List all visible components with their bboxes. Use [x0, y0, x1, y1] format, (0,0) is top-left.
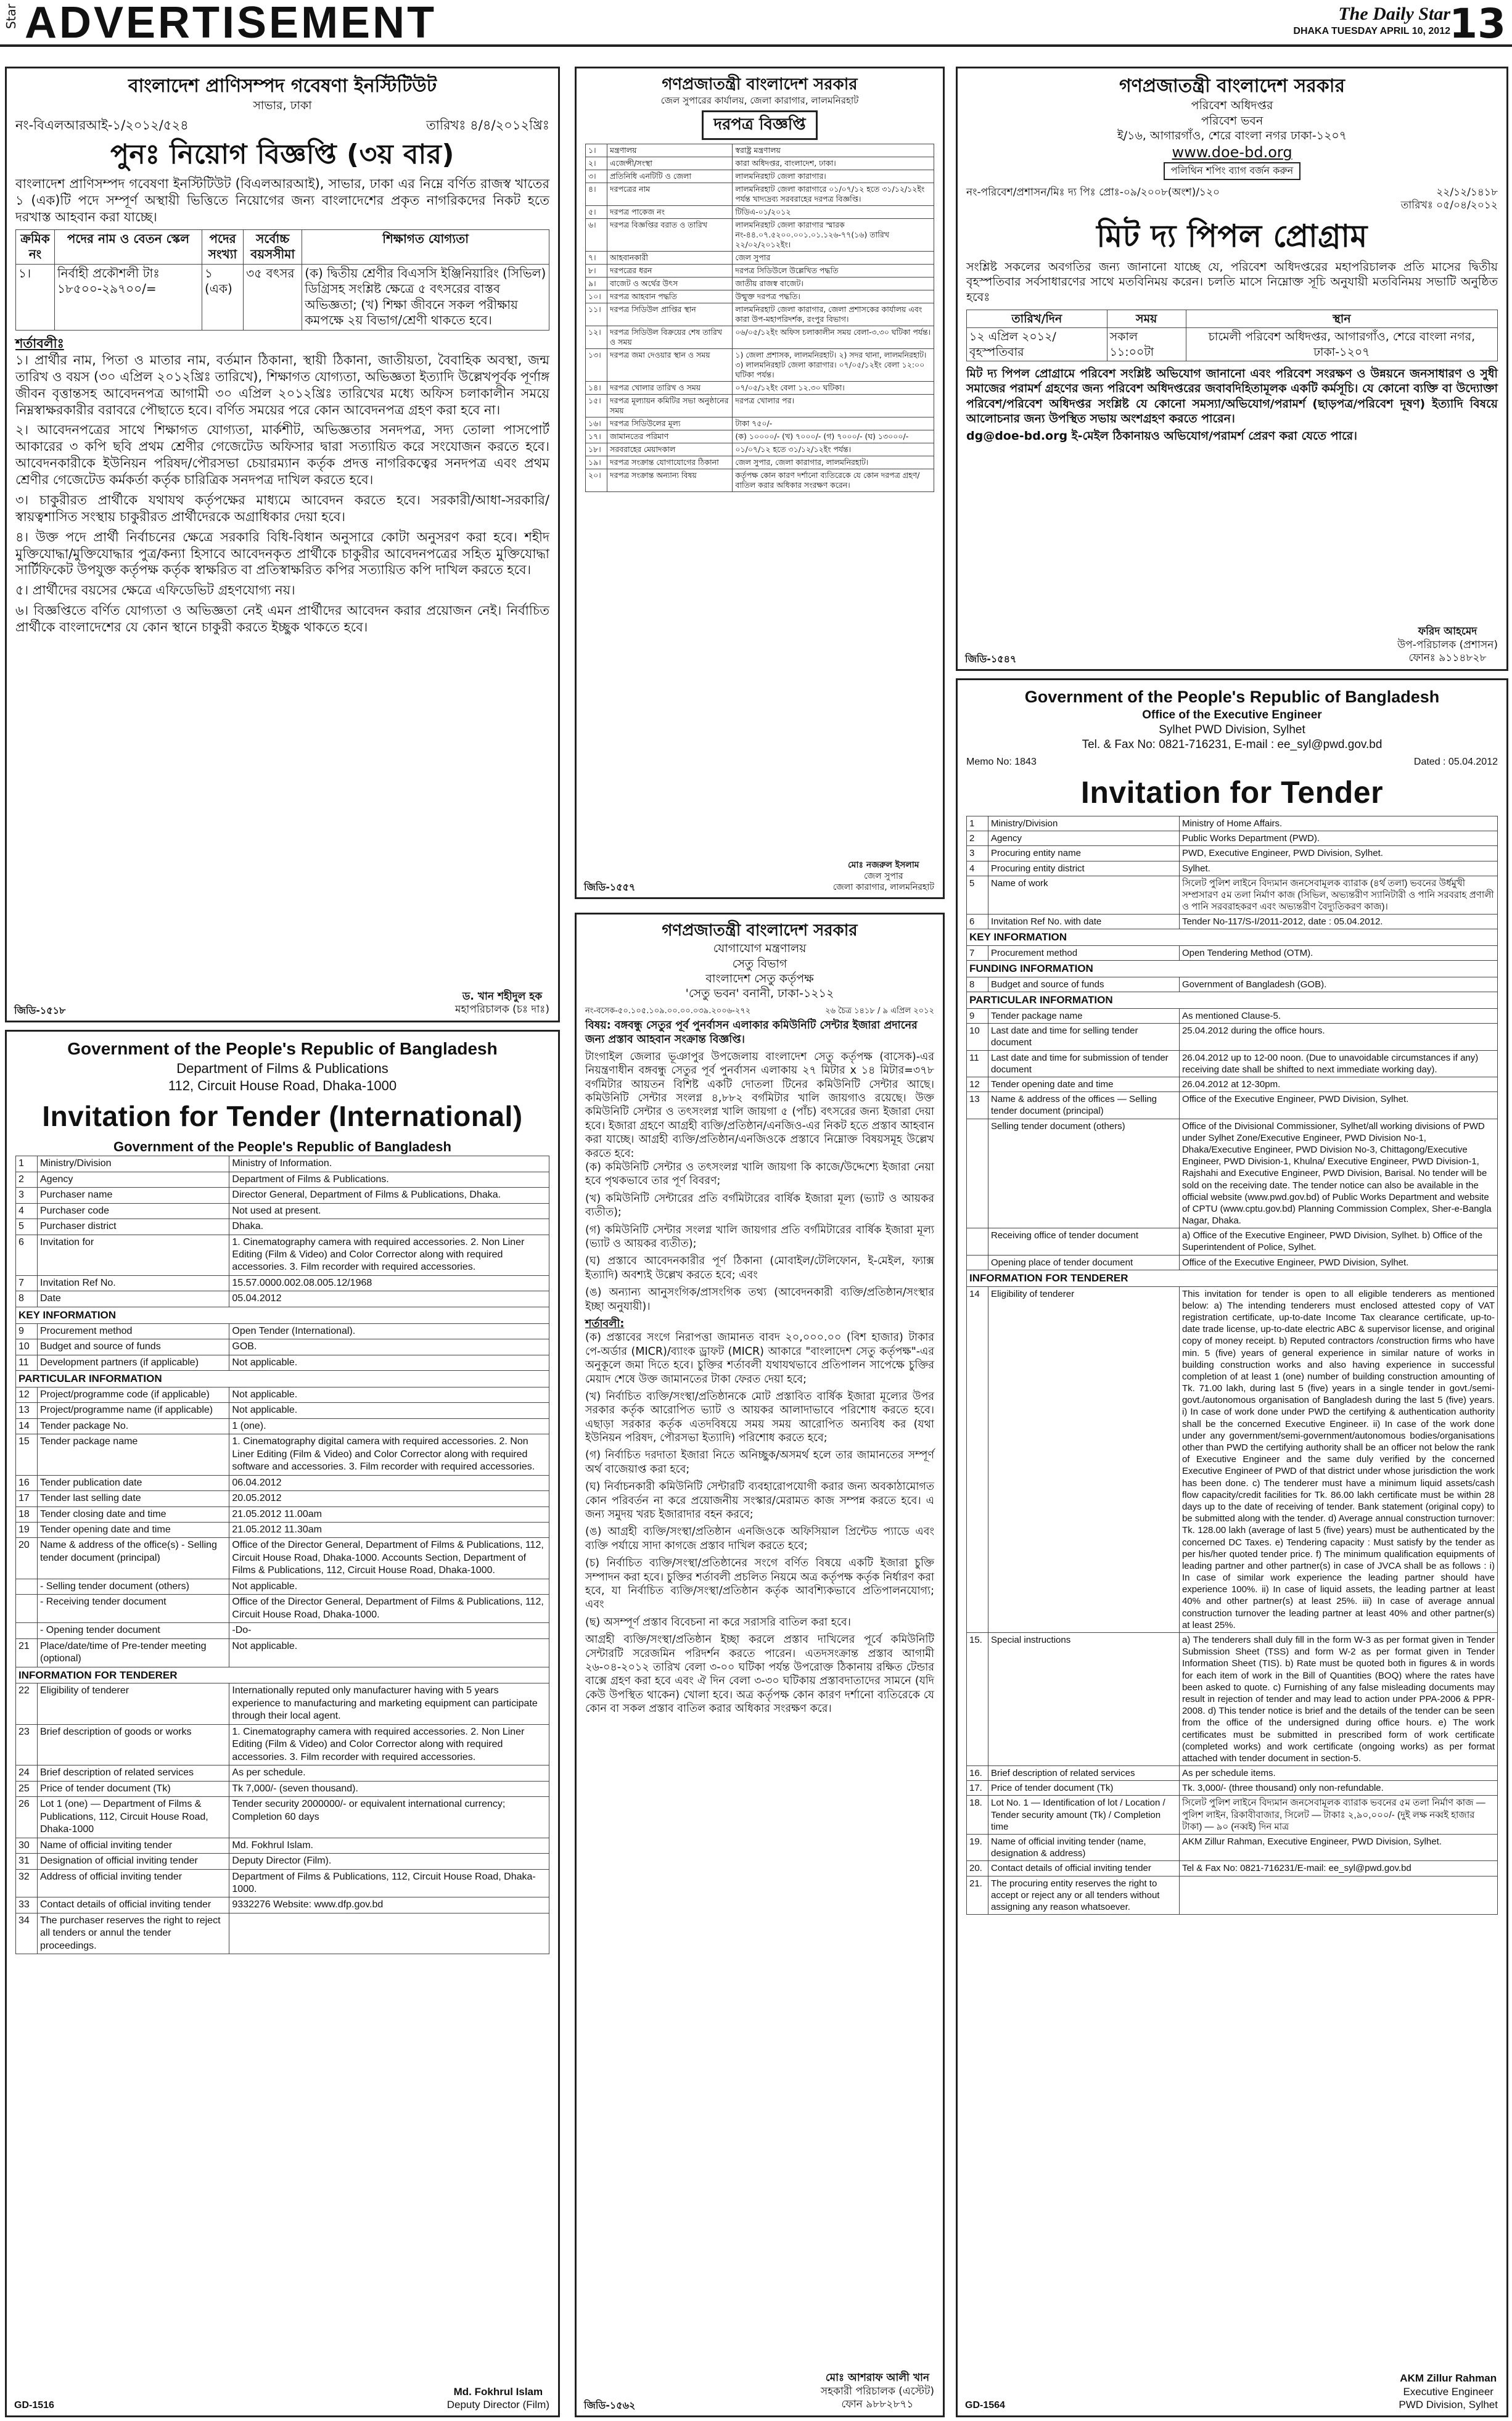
- newspaper-name: The Daily Star: [1338, 4, 1450, 24]
- table-row: ৯। বাজেট ও অর্থের উৎস জাতীয় রাজস্ব বাজেট।: [586, 277, 934, 290]
- list-item: (ঙ) অন্যান্য আনুসংগিক/প্রাসংগিক তথ্য (আবেদনকারী ব্যক্তি/প্রতিষ্ঠান/সংস্থার ইচ্ছা অনুযায়ী)।: [585, 1286, 934, 1313]
- doe-website[interactable]: www.doe-bd.org: [1172, 144, 1292, 162]
- bridge-authority: বাংলাদেশ সেতু কর্তৃপক্ষ: [705, 971, 814, 985]
- list-item: (ঙ) আগ্রহী ব্যক্তি/সংস্থা/প্রতিষ্ঠান এনজিওকে অফিসিয়াল প্রিন্টেড প্যাডে এবং ব্যক্তি পর্যায়ে সাদা কাগজে প্রস্তাব দাখিল করতে হবে;: [585, 1526, 934, 1552]
- blri-col-post: পদের নাম ও বেতন স্কেল: [54, 229, 202, 264]
- pwd-ref: GD-1564: [965, 2399, 1005, 2411]
- table-row: Receiving office of tender document a) Office of the Executive Engineer, PWD Division, Sylhet. b) Office of the Superintendent of Police, Sylhet.: [967, 1228, 1498, 1255]
- doe-email-note: dg@doe-bd.org ই-মেইল ঠিকানায়ও অভিযোগ/পরামর্শ প্রেরণ করা যেতে পারে।: [966, 429, 1357, 443]
- table-row: 1 Ministry/Division Ministry of Information.: [16, 1156, 549, 1172]
- bridge-signature: মোঃ আশরাফ আলী খান সহকারী পরিচালক (এস্টেট) ফোন ৯৮৮২৮৭১: [820, 2371, 934, 2411]
- list-item: (ক) প্রস্তাবের সংগে নিরাপত্তা জামানত বাবদ ২০,০০০.০০ (বিশ হাজার) টাকার পে-অর্ডার (MICR)/ব্যাংক ড্রাফট (MICR) আকারে "বাংলাদেশ সেতু কর্তৃপক্ষ"-এর অনুকূলে জমা দিতে হবে। চুক্তির শর্তাবলী যথাযথভাবে প্রতিপালন সাপেক্ষে চুক্তির মেয়াদ শেষে উক্ত জামানতের টাকা ফেরত দেয়া হবে;: [585, 1331, 934, 1386]
- list-item: (ঘ) প্রস্তাবে আবেদনকারীর পূর্ণ ঠিকানা (মোবাইল/টেলিফোন, ই-মেইল, ফ্যাক্স ইত্যাদি) অবশ্যই উল্লেখ করতে হবে; এবং: [585, 1255, 934, 1281]
- bridge-conditions-title: শর্তাবলী:: [585, 1317, 625, 1330]
- table-row: 13 Project/programme name (if applicable) Not applicable.: [16, 1403, 549, 1418]
- dfp-dept: Department of Films & Publications: [176, 1060, 388, 1076]
- blri-col-count: পদের সংখ্যা: [202, 229, 243, 264]
- blri-col-age: সর্বোচ্চ বয়সসীমা: [244, 229, 302, 264]
- pwd-contact: Tel. & Fax No: 0821-716231, E-mail : ee_syl@pwd.gov.bd: [1082, 738, 1383, 752]
- pwd-signature: AKM Zillur Rahman Executive Engineer PWD Division, Sylhet: [1399, 2372, 1498, 2411]
- table-row: 8 Date 05.04.2012: [16, 1291, 549, 1307]
- table-row: 26 Lot 1 (one) — Department of Films & Publications, 112, Circuit House Road, Dhaka-1000 Tender security 2000000/- or equivalent international currency; Completion 60 days: [16, 1797, 549, 1838]
- table-row: 13 Name & address of the offices — Selling tender document (principal) Office of the Executive Engineer, PWD Division, Sylhet.: [967, 1092, 1498, 1119]
- pwd-gov: Government of the People's Republic of Bangladesh: [1024, 688, 1440, 706]
- ad-jail-tender: [575, 67, 945, 899]
- dfp-signature: Md. Fokhrul Islam Deputy Director (Film): [446, 2385, 549, 2411]
- table-row: ১৩। দরপত্র জমা দেওয়ার স্থান ও সময় ১) জেলা প্রশাসক, লালমনিরহাট। ২) সদর থানা, লালমনিরহাট। ৩) লালমনিরহাট জেলা কারাগার। ০৭/০৫/১২ইং বেলা ১২:০০ ঘটিকা পর্যন্ত।: [586, 348, 934, 381]
- side-label: Star: [4, 4, 18, 30]
- bridge-conditions: [585, 1331, 934, 1629]
- table-row: - Receiving tender document Office of the Director General, Department of Films & Publications, 112, Circuit House Road, Dhaka-1000.: [16, 1595, 549, 1623]
- bridge-items: [585, 1161, 934, 1313]
- list-item: ৪। উক্ত পদে প্রার্থী নির্বাচনের ক্ষেত্রে সরকারি বিধি-বিধান অনুসারে কোটা অনুসরণ করা হবে। শহীদ মুক্তিযোদ্ধা/মুক্তিযোদ্ধার পুত্র/কন্যা হিসাবে আবেদনকৃত প্রার্থীকে চাকুরীর আবেদনপত্রের সহিত মুক্তিযোদ্ধা সার্টিফিকেট উপযুক্ত কর্তৃপক্ষ কর্তৃক স্বাক্ষরিত বা প্রতিস্বাক্ষরিত কপির সত্যায়িত কপি দাখিল করতে হবে।: [15, 529, 549, 578]
- blri-post-table: [15, 229, 549, 331]
- bridge-division: সেতু বিভাগ: [732, 956, 787, 971]
- table-row: 4 Purchaser code Not used at present.: [16, 1203, 549, 1219]
- table-row: ২০। দরপত্র সংক্রান্ত অন্যান্য বিষয় কর্তৃপক্ষ কোন কারণ দর্শানো ব্যতিরেকে যে কোন দরপত্র গ্রহণ/বাতিল করার অধিকার সংরক্ষণ করেন।: [586, 469, 934, 491]
- table-row: 24 Brief description of related services As per schedule.: [16, 1765, 549, 1781]
- table-row: 25 Price of tender document (Tk) Tk 7,000/- (seven thousand).: [16, 1781, 549, 1796]
- ad-bridge-community-center: [575, 913, 945, 2417]
- table-row: ৬। দরপত্র বিজ্ঞপ্তির বরাত ও তারিখ লালমনিরহাট জেলা কারাগার স্মারক নং-৪৪.০৭.৫২০০.০০১.০১.১২৬-৭৭(১৬) তারিখ ২২/০২/২০১২ইং।: [586, 218, 934, 251]
- bridge-subject: বিষয়: বঙ্গবন্ধু সেতুর পূর্ব পুনর্বাসন এলাকার কমিউনিটি সেন্টার ইজারা প্রদানের জন্য প্রস্তাব আহবান সংক্রান্ত বিজ্ঞপ্তি।: [585, 1019, 918, 1046]
- list-item: (ঘ) নির্বাচনকারী কমিউনিটি সেন্টারটি ব্যবহারোপযোগী করার জন্য অবকাঠামোগত কোন পরিবর্তন না করে প্রয়োজনীয় সংস্কার/মেরামত কাজ সম্পন্ন করতে হবে। এ জন্য সমুদয় খরচ ইজারাদার বহন করবে;: [585, 1481, 934, 1521]
- table-row: 4 Procuring entity district Sylhet.: [967, 861, 1498, 876]
- blri-ref: জিডি-১৫১৮: [14, 1004, 66, 1016]
- jail-title: দরপত্র বিজ্ঞপ্তি: [702, 110, 817, 139]
- table-row: 15 Tender package name 1. Cinematography digital camera with required accessories. 2. Non Liner Editing (Film & Video) and Color Corrector along with required software and accessories. 3. Film recorder with required accessories.: [16, 1434, 549, 1475]
- table-row: 6 Invitation Ref No. with date Tender No-117/S-I/2011-2012, date : 05.04.2012.: [967, 915, 1498, 929]
- table-row: 11 Last date and time for submission of tender document 26.04.2012 up to 12-00 noon. (Due to unavoidable circumstances if any) receiving date shall be shifted to next immediate working day).: [967, 1050, 1498, 1077]
- table-row: 1 Ministry/Division Ministry of Home Affairs.: [967, 816, 1498, 831]
- table-row: 17 Tender last selling date 20.05.2012: [16, 1491, 549, 1506]
- bridge-gov: গণপ্রজাতন্ত্রী বাংলাদেশ সরকার: [662, 921, 858, 940]
- bridge-body: টাংগাইল জেলার ভূঞাপুর উপজেলায় বাংলাদেশ সেতু কর্তৃপক্ষ (বাসেক)-এর নিয়ন্ত্রণাধীন বঙ্গবন্ধু সেতুর পূর্ব পুনর্বাসন এলাকায় ২৭ মিটার x ১৪ মিটার=৩৭৮ বর্গমিটার আয়তন বিশিষ্ট একটি দোতলা টিনের কমিউনিটি সেন্টার আছে। কমিউনিটি সেন্টার সংলগ্ন ৪,৮৮২ বর্গমিটার খালি জায়গাও রয়েছে। উক্ত কমিউনিটি সেন্টার ও তৎসংলগ্ন খালি জায়গা ৫ (পাঁচ) বৎসরের জন্য ইজারা দেয়া হবে। ইজারা গ্রহণে আগ্রহী ব্যক্তি/প্রতিষ্ঠান/এনজিও-এর নিকট হতে প্রস্তাব আহবান করা যাচ্ছে। আগ্রহী ব্যক্তি/প্রতিষ্ঠান/এনজিওকে প্রস্তাবে নিম্নোক্ত বিষয়সমূহ উল্লেখ করতে হবে:: [585, 1050, 934, 1160]
- dfp-ref: GD-1516: [14, 2399, 54, 2411]
- blri-date: তারিখঃ ৪/৪/২০১২খ্রিঃ: [426, 117, 549, 133]
- table-row: Opening place of tender document Office of the Executive Engineer, PWD Division, Sylhet.: [967, 1255, 1498, 1270]
- table-row: 17. Price of tender document (Tk) Tk. 3,000/- (three thousand) only non-refundable.: [967, 1781, 1498, 1796]
- doe-ref: জিডি-১৫৪৭: [965, 652, 1017, 665]
- table-row: - Opening tender document -Do-: [16, 1623, 549, 1638]
- table-row: 7 Invitation Ref No. 15.57.0000.002.08.005.12/1968: [16, 1275, 549, 1291]
- page-header: [0, 0, 1512, 47]
- jail-signature: মোঃ নজরুল ইসলাম জেল সুপার জেলা কারাগার, লালমনিরহাট: [832, 860, 934, 893]
- blri-memo: নং-বিএলআরআই-১/২০১২/৫২৪: [15, 117, 189, 133]
- bridge-date: ২৬ চৈত্র ১৪১৮ / ৯ এপ্রিল ২০১২: [825, 1006, 934, 1016]
- ad-doe-meet-the-people: গণপ্রজাতন্ত্রী বাংলাদেশ সরকার পরিবেশ অধিদপ্তর পরিবেশ ভবন ই/১৬, আগারগাঁও, শেরে বাংলা নগর ঢাকা-১২০৭ www.doe-bd.org পলিথিন শপিং ব্যাগ বর্জন করুন নং-পরিবেশ/প্রশাসন/মিঃ দ্য পিঃ প্রোঃ-০৯/২০০৮(অংশ)/১২০ ২২/১২/১৪১৮ তারিখঃ ০৫/০৪/২০১২ মিট দ্য পিপল প্রোগ্রাম সংশ্লিষ্ট সকলের অবগতির জন্য জানানো যাচ্ছে যে, পরিবেশ অধিদপ্তরের মহাপরিচালক প্রতি মাসের দ্বিতীয় বৃহস্পতিবার সর্বসাধারণের সাথে মতবিনিময় করেন। চলতি মাসে নিম্নোক্ত সূচি অনুযায়ী মতবিনিময় সভাটি অনুষ্ঠিত হবেঃ তারিখ/দিন সময় স্থান ১২ এপ্রিল ২০১২/বৃহস্পতিবার সকাল ১১:০০টা চামেলী পরিবেশ অধিদপ্তর, আগারগাঁও, শেরে বাংলা নগর, ঢাকা-১২০৭ মিট দ্য পিপল প্রোগ্রামে পরিবেশ সংশ্লিষ্ট অভিযোগ জানানো এবং পরিবেশ সংরক্ষণ ও উন্নয়নে জনসাধারণ ও সুধী সমাজের পরামর্শ গ্রহণের জন্য পরিবেশ অধিদপ্তরের জবাবদিহিতামূলক একটি কর্মসূচি। যে কোনো ব্যক্তি বা উদ্যোক্তা পরিবেশ/পরিবেশ অধিদপ্তর সংশ্লিষ্ট যে কোনো সমস্যা/অভিযোগ/পরামর্শ (ছাড়পত্র/পরিবেশ দূষণ) ইত্যাদি বিষয়ে আলোচনার জন্য উপস্থিত সভায় অংশগ্রহণ করতে পারেন। dg@doe-bd.org ই-মেইল ঠিকানায়ও অভিযোগ/পরামর্শ প্রেরণ করা যেতে পারে। জিডি-১৫৪৭ ফরিদ আহমেদ উপ-পরিচালক (প্রশাসন) ফোনঃ ৯১১৪৮২৮: [956, 67, 1508, 671]
- list-item: ৩। চাকুরীরত প্রার্থীকে যথাযথ কর্তৃপক্ষের মাধ্যমে আবেদন করতে হবে। সরকারী/আধা-সরকারি/স্বায়ত্বশাসিত সংস্থায় চাকুরীরত প্রার্থীদেরকে অগ্রাধিকার দেয়া হবে।: [15, 492, 549, 524]
- table-row: 9 Tender package name As mentioned Clause-5.: [967, 1009, 1498, 1024]
- blri-conditions: [15, 352, 549, 636]
- table-row: 18 Tender closing date and time 21.05.2012 11.00am: [16, 1506, 549, 1522]
- jail-tender-table: [585, 144, 934, 492]
- list-item: (গ) নির্বাচিত দরদাতা ইজারা নিতে অনিচ্ছুক/অসমর্থ হলে তার জামানতের সম্পূর্ণ অর্থ বাজেয়াপ্ত করা হবে;: [585, 1449, 934, 1476]
- bridge-ministry: যোগাযোগ মন্ত্রণালয়: [713, 942, 807, 956]
- table-row: ১৮। সরবরাহের মেয়াদকাল ০১/০৭/১২ হতে ৩১/১২/১২ইং পর্যন্ত।: [586, 443, 934, 456]
- table-row: ১৭। জামানতের পরিমাণ (ক) ১০০০০/- (খ) ৭০০০/- (গ) ৭০০০/- (ঘ) ১৩০০০/-: [586, 430, 934, 443]
- doe-signature: ফরিদ আহমেদ উপ-পরিচালক (প্রশাসন) ফোনঃ ৯১১৪৮২৮: [1397, 625, 1498, 665]
- blri-conditions-title: শর্তাবলীঃ: [15, 336, 64, 351]
- table-row: 20. Contact details of official inviting tender Tel & Fax No: 0821-716231/E-mail: ee_syl@pwd.gov.bd: [967, 1861, 1498, 1876]
- table-row: ১। মন্ত্রণালয় স্বরাষ্ট্র মন্ত্রণালয়: [586, 144, 934, 157]
- pwd-title: Invitation for Tender: [1080, 775, 1384, 810]
- blri-intro: বাংলাদেশ প্রাণিসম্পদ গবেষণা ইনস্টিটিউট (বিএলআরআই), সাভার, ঢাকা এর নিম্নে বর্ণিত রাজস্ব খাতের ১ (এক)টি পদে সম্পূর্ণ অস্থায়ী ভিত্তিতে নিয়োগের জন্য বাংলাদেশের প্রকৃত নাগরিকদের নিকট হতে দরখাস্ত আহবান করা যাচ্ছে।: [15, 176, 549, 224]
- doe-intro: সংশ্লিষ্ট সকলের অবগতির জন্য জানানো যাচ্ছে যে, পরিবেশ অধিদপ্তরের মহাপরিচালক প্রতি মাসের দ্বিতীয় বৃহস্পতিবার সর্বসাধারণের সাথে মতবিনিময় করেন। চলতি মাসে নিম্নোক্ত সূচি অনুযায়ী মতবিনিময় সভাটি অনুষ্ঠিত হবেঃ: [966, 260, 1498, 304]
- table-row: ১৪। দরপত্র খোলার তারিখ ও সময় ০৭/০৫/১২ইং বেলা ১২.৩০ ঘটিকা।: [586, 381, 934, 394]
- list-item: (খ) কমিউনিটি সেন্টারের প্রতি বর্গমিটারের বার্ষিক ইজারা মূল্য (ভ্যাট ও আয়কর ব্যতীত);: [585, 1192, 934, 1219]
- table-row: 12 Tender opening date and time 26.04.2012 at 12-30pm.: [967, 1077, 1498, 1092]
- table-row: 34 The purchaser reserves the right to reject all tenders or annul the tender proceedings.: [16, 1913, 549, 1954]
- table-row: 32 Address of official inviting tender Department of Films & Publications, 112, Circuit House Road, Dhaka-1000.: [16, 1869, 549, 1897]
- table-row: ১১। দরপত্র সিডিউল প্রাপ্তির স্থান লালমনিরহাট জেলা কারাগার, জেলা প্রশাসকের কার্যালয় এবং কারা উপ-মহাপরিদর্শক, রংপুর বিভাগ।: [586, 303, 934, 326]
- page-number: 13: [1449, 0, 1506, 47]
- blri-col-qual: শিক্ষাগত যোগ্যতা: [302, 229, 549, 264]
- table-row: ৩। প্রতিনিধি এনটিটি ও জেলা লালমনিরহাট জেলা কারাগার।: [586, 170, 934, 183]
- table-row: 18. Lot No. 1 — Identification of lot / Location / Tender security amount (Tk) / Completion time সিলেট পুলিশ লাইনে বিদ্যমান জনসেবামূলক ব্যারাক ভবনের ৫ম তলা নির্মাণ কাজ — পুলিশ লাইন, রিকাবীবাজার, সিলেট — টাকাঃ ২,৯০,০০০/- (দুই লক্ষ নব্বই হাজার টাকা) — ৯০ (নব্বই) দিন মাত্র: [967, 1796, 1498, 1835]
- table-row: 21. The procuring entity reserves the right to accept or reject any or all tenders without assigning any reason whatsoever.: [967, 1876, 1498, 1915]
- pwd-tender-table: 1 Ministry/Division Ministry of Home Affairs. 2 Agency Public Works Department (PWD). 3 Procuring entity name PWD, Executive Engineer, PWD Division, Sylhet. 4 Procuring entity district Sylhet. 5 Name of work সিলেট পুলিশ লাইনে বিদ্যমান জনসেবামূলক ব্যারাক (৪র্থ তলা) ভবনের উর্ধমুখী সম্প্রসারণ ৫ম তলা নির্মাণ কাজ (সিভিল, অভ্যন্তরীণ স্যানিটারী ও পানি সরবরাহ প্রণালী ও পানি সরবরাহকরণ এবং অভ্যন্তরীণ বৈদ্যুতিকরণ কাজ)। 6 Invitation Ref No. with date Tender No-117/S-I/2011-2012, date : 05.04.2012. KEY INFORMATION 7 Procurement method Open Tendering Method (OTM). FUNDING INFORMATION 8 Budget and source of funds Government of Bangladesh (GOB). PARTICULAR INFORMATION 9 Tender package name As mentioned Clause-5. 10 Last date and time for selling tender document 25.04.2012 during the office hours. 11 Last date and time for submission of tender document 26.04.2012 up to 12-00 noon. (Due to unavoidable circumstances if any) receiving date shall be shifted to next immediate working day). 12 Tender opening date and time 26.04.2012 at 12-30pm. 13 Name & address of the offices — Selling tender document (principal) Office of the Executive Engineer, PWD Division, Sylhet. Selling tender document (others) Office of the Divisional Commissioner, Sylhet/all working divisions of PWD under Sylhet Zone/Executive Engineer, PWD Division No-1, Dhaka/Executive Engineer, PWD Division No-3, Chittagong/Executive Engineer, PWD Division-1, Khulna/ Executive Engineer, PWD Division-1, Rajshahi and Executive Engineer, PWD Division, Barisal. No tender will be sold on the receiving date. The tender notice can also be available in the official website (www.pwd.gov.bd) of Public Works Department and website of CPTU (www.cptu.gov.bd) Planning Commission Complex, Sher-e-Bangla Nagar, Dhaka. Receiving office of tender document a) Office of the Executive Engineer, PWD Division, Sylhet. b) Office of the Superintendent of Police, Sylhet. Opening place of tender document Office of the Executive Engineer, PWD Division, Sylhet. INFORMATION FOR TENDERER 14 Eligibility of tenderer This invitation for tender is open to all eligible tenderers as mentioned below: a) The intending tenderers must enclosed attested copy of VAT registration certificate, up-to-date Income Tax clearance certificate, up-to-date trade license, up-to-date electric ABC & supervisor license, and original copy of money receipt. b) Reputed contractors /construction firms who have min. 5 (five) years of general experience in similar nature of works in building construction works and also having experience in successful completion of at least 1 (one) number of building construction amounting of Tk. 71.00 lakh, during last 5 (five) years in a single tender in govt./semi-govt./autonomous organisation of Bangladesh during the last 5 (five) years. i) In case of work done under PWD the certifying & authentication authority shall be the concerned Executive Engineer. ii) In case of the work done under any government/semi-government/autonomous bodies/organisations other than PWD the certifying authority shall be an officer not below the rank of Executive Engineer and the same duly verified by the concerned Executive Engineer of PWD of that district under whose jurisdiction the work has been done. c) The tenderer must have a minimum liquid assets/cash flow capacity/credit facilities for Tk. 86.00 lakh certificate must be within 28 days up to the date of receiving of tender. Bank statement (original copy) to be submitted along with the tender. d) Average annual construction turnover: Tk. 128.00 lakh (average of last 5 (five) years) must be authenticated by the concerned DC Taxes. e) Tendering capacity : Must satisfy by the tender as per his/her quoted tender price. f) The minimum qualification equipments of leading partner and other partner(s) in case of JVCA shall be as follows : i) In case of similar work experience the leading partner should have experience 100%. ii) In case of liquid assets, the leading partner at least 40% and other partner(s) at least 25%. iii) In case of average annual construction turnover the leading partner at least 40% and other partner(s) at least 25%. 15. Special instructions a) The tenderers shall duly fill in the form W-3 as per format given in Tender Submission Sheet (TSS) and form W-2 as per format given in Tender Information Sheet (TIS). b) Rate must be quoted both in figures & in words for each item of work in the Bill of Quantities (BOQ) where the rates have been asked to quote. c) Furnishing of any false misleading documents may result in rejection of tender and may lead to action under PPA-2006 & PPR-2008. d) This tender notice is brief and the details of the tender can be seen from the office of the undersigned during office hours. e) The work certificates must be submitted in prescribed form of work certificate (completed works) and work certificate (ongoing works) as per format attached with tender document in section-5. 16. Brief description of related services As per schedule items. 17. Price of tender document (Tk) Tk. 3,000/- (three thousand) only non-refundable. 18. Lot No. 1 — Identification of lot / Location / Tender security amount (Tk) / Completion time সিলেট পুলিশ লাইনে বিদ্যমান জনসেবামূলক ব্যারাক ভবনের ৫ম তলা নির্মাণ কাজ — পুলিশ লাইন, রিকাবীবাজার, সিলেট — টাকাঃ ২,৯০,০০০/- (দুই লক্ষ নব্বই হাজার টাকা) — ৯০ (নব্বই) দিন মাত্র 19. Name of official inviting tender (name, designation & address) AKM Zillur Rahman, Executive Engineer, PWD Division, Sylhet. 20. Contact details of official inviting tender Tel & Fax No: 0821-716231/E-mail: ee_syl@pwd.gov.bd 21. The procuring entity reserves the right to accept or reject any or all tenders without assigning any reason whatsoever.: [966, 816, 1498, 1915]
- table-row: 14 Tender package No. 1 (one).: [16, 1418, 549, 1434]
- table-row: 12 Project/programme code (if applicable) Not applicable.: [16, 1387, 549, 1402]
- table-row: ১২। দরপত্র সিডিউল বিক্রয়ের শেষ তারিখ ও সময় ০৬/০৫/১২ইং অফিস চলাকালীন সময় বেলা-৩.৩০ ঘটিকা পর্যন্ত।: [586, 326, 934, 348]
- jail-ref: জিডি-১৫৫৭: [584, 881, 636, 893]
- table-row: 3 Purchaser name Director General, Department of Films & Publications, Dhaka.: [16, 1188, 549, 1203]
- table-row: ৭। আহবানকারী জেল সুপার: [586, 251, 934, 264]
- table-row: 2 Agency Department of Films & Publications.: [16, 1172, 549, 1187]
- table-row: 16 Tender publication date 06.04.2012: [16, 1475, 549, 1490]
- table-row: 21 Place/date/time of Pre-tender meeting (optional) Not applicable.: [16, 1638, 549, 1667]
- pwd-division: Sylhet PWD Division, Sylhet: [1159, 723, 1305, 736]
- list-item: ৫। প্রার্থীদের বয়সের ক্ষেত্রে এফিডেভিট গ্রহণযোগ্য নয়।: [15, 583, 295, 598]
- ad-pwd-sylhet-tender: [956, 678, 1508, 2417]
- table-row: ১। নির্বাহী প্রকৌশলী টাঃ ১৮৫০০-২৯৭০০/= ১ (এক) ৩৫ বৎসর (ক) দ্বিতীয় শ্রেণীর বিএসসি ইঞ্জিনিয়ারিং (সিভিল) ডিগ্রিসহ সংশ্লিষ্ট ক্ষেত্রে ৫ বৎসরের বাস্তব অভিজ্ঞতা; (খ) শিক্ষা জীবনে সকল পরীক্ষায় কমপক্ষে ২য় বিভাগ/শ্রেণী থাকতে হবে।: [16, 264, 549, 330]
- table-row: 8 Budget and source of funds Government of Bangladesh (GOB).: [967, 977, 1498, 992]
- table-row: ১৯। দরপত্র সংক্রান্ত যোগাযোগের ঠিকানা জেল সুপার, জেলা কারাগার, লালমনিরহাট।: [586, 456, 934, 469]
- table-row: ৪। দরপত্রের নাম লালমনিরহাট জেলা কারাগারে ০১/০৭/১২ হতে ৩১/১২/১২ইং পর্যন্ত খাদ্যদ্রব্য সরবরাহের দরপত্র বিজ্ঞপ্তি।: [586, 183, 934, 205]
- doe-address: ই/১৬, আগারগাঁও, শেরে বাংলা নগর ঢাকা-১২০৭: [1117, 129, 1347, 143]
- blri-place: সাভার, ঢাকা: [253, 99, 312, 113]
- table-row: ২। এজেন্সী/সংস্থা কারা অধিদপ্তর, বাংলাদেশ, ঢাকা।: [586, 157, 934, 170]
- bridge-bhaban: 'সেতু ভবন' বনানী, ঢাকা-১২১২: [685, 987, 834, 1001]
- table-row: ৮। দরপত্রের ধরন দরপত্র সিডিউলে উল্লেখিত পদ্ধতি: [586, 264, 934, 277]
- table-row: ৫। দরপত্র পাকেজ নং টিডিএ-০১/২০১২: [586, 205, 934, 218]
- table-row: ১৬। দরপত্র সিডিউলের মূল্য টাকা ৭৫০/-: [586, 417, 934, 430]
- dfp-subgov: Government of the People's Republic of Bangladesh: [113, 1139, 451, 1155]
- bridge-memo: নং-বসেক-৫০.১০৫.১০৯.০০.০০.০৩৯.২০০৬-২৭২: [585, 1006, 751, 1016]
- table-row: 11 Development partners (if applicable) Not applicable.: [16, 1355, 549, 1370]
- blri-title: পুনঃ নিয়োগ বিজ্ঞপ্তি (৩য় বার): [110, 138, 455, 170]
- doe-memo: নং-পরিবেশ/প্রশাসন/মিঃ দ্য পিঃ প্রোঃ-০৯/২০০৮(অংশ)/১২০: [966, 186, 1220, 199]
- list-item: (চ) নির্বাচিত ব্যক্তি/সংস্থা/প্রতিষ্ঠানের সংগে বর্ণিত বিষয়ে একটি ইজারা চুক্তি সম্পাদন করা হবে। চুক্তির শর্তাবলী প্রচলিত নিয়মে অত্র কর্তৃপক্ষ কর্তৃক নির্ধারণ করা হবে, যা নির্বাচিত ব্যক্তি/সংস্থা/প্রতিষ্ঠান কর্তৃক আবশ্যিকভাবে প্রতিপালনযোগ্য; এবং: [585, 1557, 934, 1611]
- jail-gov: গণপ্রজাতন্ত্রী বাংলাদেশ সরকার: [662, 75, 858, 94]
- table-row: 20 Name & address of the office(s) - Selling tender document (principal) Office of the Director General, Department of Films & Publications, 112, Circuit House Road, Dhaka-1000. Accounts Section, Department of Films & Publications, 112, Circuit House Road, Dhaka-1000.: [16, 1538, 549, 1579]
- table-row: Selling tender document (others) Office of the Divisional Commissioner, Sylhet/all working divisions of PWD under Sylhet Zone/Executive Engineer, PWD Division No-1, Dhaka/Executive Engineer, PWD Division No-3, Chittagong/Executive Engineer, PWD Division-1, Khulna/ Executive Engineer, PWD Division-1, Rajshahi and Executive Engineer, PWD Division, Barisal. No tender will be sold on the receiving date. The tender notice can also be available in the official website (www.pwd.gov.bd) of Public Works Department and website of CPTU (www.cptu.gov.bd) Planning Commission Complex, Sher-e-Bangla Nagar, Dhaka.: [967, 1119, 1498, 1228]
- table-row: 10 Last date and time for selling tender document 25.04.2012 during the office hours.: [967, 1024, 1498, 1050]
- pwd-office: Office of the Executive Engineer: [1142, 708, 1322, 721]
- ad-blri-recruitment: [5, 67, 560, 1022]
- list-item: (ছ) অসম্পূর্ণ প্রস্তাব বিবেচনা না করে সরাসরি বাতিল করা হবে।: [585, 1616, 851, 1629]
- blri-org: বাংলাদেশ প্রাণিসম্পদ গবেষণা ইনস্টিটিউট: [128, 75, 437, 97]
- table-row: 16. Brief description of related services As per schedule items.: [967, 1766, 1498, 1781]
- table-row: 14 Eligibility of tenderer This invitation for tender is open to all eligible tenderers as mentioned below: a) The intending tenderers must enclosed attested copy of VAT registration certificate, up-to-date Income Tax clearance certificate, up-to-date trade license, up-to-date electric ABC & supervisor license, and original copy of money receipt. b) Reputed contractors /construction firms who have min. 5 (five) years of general experience in similar nature of works in building construction works and also having experience in successful completion of at least 1 (one) number of building construction amounting of Tk. 71.00 lakh, during last 5 (five) years in a single tender in govt./semi-govt./autonomous organisation of Bangladesh during the last 5 (five) years. i) In case of work done under PWD the certifying & authentication authority shall be the concerned Executive Engineer. ii) In case of the work done under any government/semi-government/autonomous bodies/organisations other than PWD the certifying authority shall be an officer not below the rank of Executive Engineer and the same duly verified by the concerned Executive Engineer of PWD of that district under whose jurisdiction the work has been done. c) The tenderer must have a minimum liquid assets/cash flow capacity/credit facilities for Tk. 86.00 lakh certificate must be within 28 days up to the date of receiving of tender. Bank statement (original copy) to be submitted along with the tender. d) Average annual construction turnover: Tk. 128.00 lakh (average of last 5 (five) years) must be authenticated by the concerned DC Taxes. e) Tendering capacity : Must satisfy by the tender as per his/her quoted tender price. f) The minimum qualification equipments of leading partner and other partner(s) in case of JVCA shall be as follows : i) In case of similar work experience the leading partner should have experience 100%. ii) In case of liquid assets, the leading partner at least 40% and other partner(s) at least 25%. iii) In case of average annual construction turnover the leading partner at least 40% and other partner(s) at least 25%.: [967, 1286, 1498, 1632]
- table-row: ১২ এপ্রিল ২০১২/বৃহস্পতিবার সকাল ১১:০০টা চামেলী পরিবেশ অধিদপ্তর, আগারগাঁও, শেরে বাংলা নগর, ঢাকা-১২০৭: [967, 328, 1498, 361]
- table-row: 19. Name of official inviting tender (name, designation & address) AKM Zillur Rahman, Executive Engineer, PWD Division, Sylhet.: [967, 1835, 1498, 1861]
- dfp-address: 112, Circuit House Road, Dhaka-1000: [168, 1077, 397, 1093]
- blri-col-sl: ক্রমিক নং: [16, 229, 55, 264]
- blri-signature: ড. খান শহীদুল হক মহাপরিচালক (চঃ দাঃ): [455, 990, 549, 1016]
- table-row: ১৫। দরপত্র মূল্যায়ন কমিটির সভা অনুষ্ঠানের সময় দরপত্র খোলার পর।: [586, 394, 934, 417]
- pwd-memo: Memo No: 1843: [966, 757, 1037, 768]
- table-row: - Selling tender document (others) Not applicable.: [16, 1579, 549, 1594]
- list-item: (গ) কমিউনিটি সেন্টার সংলগ্ন খালি জায়গার প্রতি বর্গমিটারের বার্ষিক ইজারা মূল্য (ভ্যাট ও আয়কর ব্যতীত);: [585, 1223, 934, 1250]
- table-row: 23 Brief description of goods or works 1. Cinematography camera with required accessories. 2. Non Liner Editing (Film & Video) and Color Corrector along with required accessories. 3. Film recorder with required accessories.: [16, 1724, 549, 1765]
- doe-date: ০৫/০৪/২০১২: [1436, 199, 1498, 212]
- doe-gov: গণপ্রজাতন্ত্রী বাংলাদেশ সরকার: [1119, 75, 1345, 97]
- list-item: ২। আবেদনপত্রের সাথে শিক্ষাগত যোগ্যতা, মার্কশীট, অভিজ্ঞতার সনদপত্র, সদ্য তোলা পাসপোর্ট আকারের ৩ কপি ছবি প্রথম শ্রেণীর গেজেটেড অফিসার দ্বারা সত্যায়িত করে সংযোজন করতে হবে। আবেদনকারীকে ইউনিয়ন পরিষদ/পৌরসভা চেয়ারম্যান কর্তৃক প্রদত্ত নাগরিকত্বের সনদপত্র এবং প্রথম শ্রেণীর গেজেটেড কর্মকর্তা কর্তৃক চারিত্রিক সনদপত্র দাখিল করতে হবে।: [15, 422, 549, 488]
- table-row: 19 Tender opening date and time 21.05.2012 11.30am: [16, 1522, 549, 1537]
- dateline: DHAKA TUESDAY APRIL 10, 2012: [1293, 26, 1450, 36]
- dfp-tender-table: 1 Ministry/Division Ministry of Information. 2 Agency Department of Films & Publications. 3 Purchaser name Director General, Department of Films & Publications, Dhaka. 4 Purchaser code Not used at present. 5 Purchaser district Dhaka. 6 Invitation for 1. Cinematography camera with required accessories. 2. Non Liner Editing (Film & Video) and Color Corrector along with required accessories. 3. Film recorder with required accessories. 7 Invitation Ref No. 15.57.0000.002.08.005.12/1968 8 Date 05.04.2012 KEY INFORMATION 9 Procurement method Open Tender (International). 10 Budget and source of funds GOB. 11 Development partners (if applicable) Not applicable. PARTICULAR INFORMATION 12 Project/programme code (if applicable) Not applicable. 13 Project/programme name (if applicable) Not applicable. 14 Tender package No. 1 (one). 15 Tender package name 1. Cinematography digital camera with required accessories. 2. Non Liner Editing (Film & Video) and Color Corrector along with required software and accessories. 3. Film recorder with required accessories. 16 Tender publication date 06.04.2012 17 Tender last selling date 20.05.2012 18 Tender closing date and time 21.05.2012 11.00am 19 Tender opening date and time 21.05.2012 11.30am 20 Name & address of the office(s) - Selling tender document (principal) Office of the Director General, Department of Films & Publications, 112, Circuit House Road, Dhaka-1000. Accounts Section, Department of Films & Publications, 112, Circuit House Road, Dhaka-1000. - Selling tender document (others) Not applicable. - Receiving tender document Office of the Director General, Department of Films & Publications, 112, Circuit House Road, Dhaka-1000. - Opening tender document -Do- 21 Place/date/time of Pre-tender meeting (optional) Not applicable. INFORMATION FOR TENDERER 22 Eligibility of tenderer Internationally reputed only manufacturer having with 5 years experience to manufacturing and marketing equipment can participate through their local agent. 23 Brief description of goods or works 1. Cinematography camera with required accessories. 2. Non Liner Editing (Film & Video) and Color Corrector along with required accessories. 3. Film recorder with required accessories. 24 Brief description of related services As per schedule. 25 Price of tender document (Tk) Tk 7,000/- (seven thousand). 26 Lot 1 (one) — Department of Films & Publications, 112, Circuit House Road, Dhaka-1000 Tender security 2000000/- or equivalent international currency; Completion 60 days 30 Name of official inviting tender Md. Fokhrul Islam. 31 Designation of official inviting tender Deputy Director (Film). 32 Address of official inviting tender Department of Films & Publications, 112, Circuit House Road, Dhaka-1000. 33 Contact details of official inviting tender 9332276 Website: www.dfp.gov.bd 34 The purchaser reserves the right to reject all tenders or annul the tender proceedings.: [15, 1156, 549, 1954]
- doe-date-bangla: ২২/১২/১৪১৮: [1436, 186, 1498, 199]
- list-item: (খ) নির্বাচিত ব্যক্তি/সংস্থা/প্রতিষ্ঠানকে মোট প্রস্তাবিত বার্ষিক ইজারা মূল্যের উপর সরকার কর্তৃক আরোপিত ভ্যাট ও আয়কর আলাদাভাবে পরিশোধ করতে হবে। এছাড়া সরকার কর্তৃক এতদবিষয়ে সময় সময় আরোপিত অন্যবিধ কর (যথা ইউনিয়ন পরিষদ, পৌরসভা ইত্যাদি) পরিশোধ করতে হবে;: [585, 1390, 934, 1445]
- table-row: 3 Procuring entity name PWD, Executive Engineer, PWD Division, Sylhet.: [967, 846, 1498, 861]
- table-row: 30 Name of official inviting tender Md. Fokhrul Islam.: [16, 1838, 549, 1853]
- doe-building: পরিবেশ ভবন: [1201, 113, 1263, 128]
- jail-office: জেল সুপারের কার্যালয়, জেলা কারাগার, লালমনিরহাট: [660, 95, 859, 107]
- table-row: ১০। দরপত্র আহবান পদ্ধতি উন্মুক্ত দরপত্র পদ্ধতি।: [586, 290, 934, 303]
- doe-slogan: পলিথিন শপিং ব্যাগ বর্জন করুন: [1164, 162, 1300, 179]
- table-row: 2 Agency Public Works Department (PWD).: [967, 831, 1498, 846]
- list-item: (ক) কমিউনিটি সেন্টার ও তৎসংলগ্ন খালি জায়গা কি কাজে/উদ্দেশ্যে ইজারা নেয়া হবে পৃথকভাবে তার পূর্ণ বিবরণ;: [585, 1161, 934, 1188]
- table-row: 10 Budget and source of funds GOB.: [16, 1339, 549, 1355]
- bridge-tail: আগ্রহী ব্যক্তি/সংস্থা/প্রতিষ্ঠান ইচ্ছা করলে প্রস্তাব দাখিলের পূর্বে কমিউনিটি সেন্টারটি সরেজমিন পরিদর্শন করতে পারেন। এতদসংক্রান্ত প্রস্তাব আগামী ২৬-০৪-২০১২ তারিখ বেলা ৩-০০ ঘটিকা পর্যন্ত উপরোক্ত ঠিকানায় রক্ষিত টেন্ডার বাক্সে গ্রহণ করা হবে এবং ঐ দিন বেলা ৩-৩০ ঘটিকায় প্রস্তাবদাতাদের সামনে (যদি কেউ উপস্থিত থাকেন) খোলা হবে। অত্র কর্তৃপক্ষ কোন কারণ দর্শানো ব্যতিরেকে যে কোন বা সকল প্রস্তাব বাতিল করার অধিকার সংরক্ষণ করে।: [585, 1634, 934, 1716]
- table-row: 33 Contact details of official inviting tender 9332276 Website: www.dfp.gov.bd: [16, 1897, 549, 1913]
- table-row: 22 Eligibility of tenderer Internationally reputed only manufacturer having with 5 years experience to manufacturing and marketing equipment can participate through their local agent.: [16, 1683, 549, 1724]
- bridge-ref: জিডি-১৫৬২: [584, 2399, 636, 2411]
- table-row: 7 Procurement method Open Tendering Method (OTM).: [967, 946, 1498, 961]
- table-row: 5 Purchaser district Dhaka.: [16, 1219, 549, 1235]
- dfp-gov: Government of the People's Republic of Bangladesh: [67, 1039, 498, 1058]
- doe-schedule-table: তারিখ/দিন সময় স্থান ১২ এপ্রিল ২০১২/বৃহস্পতিবার সকাল ১১:০০টা চামেলী পরিবেশ অধিদপ্তর, আগারগাঁও, শেরে বাংলা নগর, ঢাকা-১২০৭: [966, 310, 1498, 361]
- table-row: 6 Invitation for 1. Cinematography camera with required accessories. 2. Non Liner Editing (Film & Video) and Color Corrector along with required accessories. 3. Film recorder with required accessories.: [16, 1235, 549, 1275]
- doe-title: মিট দ্য পিপল প্রোগ্রাম: [1096, 218, 1368, 255]
- ad-dfp-tender: [5, 1030, 560, 2417]
- list-item: ৬। বিজ্ঞপ্তিতে বর্ণিত যোগ্যতা ও অভিজ্ঞতা নেই এমন প্রার্থীদের আবেদন করার প্রয়োজন নেই। নির্বাচিত প্রার্থীকে বাংলাদেশের যে কোন স্থানে চাকুরী করতে ইচ্ছুক থাকতে হবে।: [15, 603, 549, 635]
- dfp-title: Invitation for Tender (International): [42, 1100, 523, 1133]
- doe-body: মিট দ্য পিপল প্রোগ্রামে পরিবেশ সংশ্লিষ্ট অভিযোগ জানানো এবং পরিবেশ সংরক্ষণ ও উন্নয়নে জনসাধারণ ও সুধী সমাজের পরামর্শ গ্রহণের জন্য পরিবেশ অধিদপ্তরের জবাবদিহিতামূলক একটি কর্মসূচি। যে কোনো ব্যক্তি বা উদ্যোক্তা পরিবেশ/পরিবেশ অধিদপ্তর সংশ্লিষ্ট যে কোনো সমস্যা/অভিযোগ/পরামর্শ (ছাড়পত্র/পরিবেশ দূষণ) ইত্যাদি বিষয়ে আলোচনার জন্য উপস্থিত সভায় অংশগ্রহণ করতে পারেন।: [966, 366, 1498, 425]
- pwd-dated: Dated : 05.04.2012: [1413, 757, 1498, 768]
- table-row: 15. Special instructions a) The tenderers shall duly fill in the form W-3 as per format given in Tender Submission Sheet (TSS) and form W-2 as per format given in Tender Information Sheet (TIS). b) Rate must be quoted both in figures & in words for each item of work in the Bill of Quantities (BOQ) where the rates have been asked to quote. c) Furnishing of any false misleading documents may result in rejection of tender and may lead to action under PPA-2006 & PPR-2008. d) This tender notice is brief and the details of the tender can be seen from the office of the undersigned during office hours. e) The work certificates must be submitted in prescribed form of work certificate (completed works) and work certificate (ongoing works) as per format attached with tender document in section-5.: [967, 1633, 1498, 1766]
- page-title: ADVERTISEMENT: [25, 0, 437, 47]
- table-row: 9 Procurement method Open Tender (International).: [16, 1323, 549, 1339]
- doe-dept: পরিবেশ অধিদপ্তর: [1191, 99, 1273, 113]
- table-row: 5 Name of work সিলেট পুলিশ লাইনে বিদ্যমান জনসেবামূলক ব্যারাক (৪র্থ তলা) ভবনের উর্ধমুখী সম্প্রসারণ ৫ম তলা নির্মাণ কাজ (সিভিল, অভ্যন্তরীণ স্যানিটারী ও পানি সরবরাহ প্রণালী ও পানি সরবরাহকরণ এবং অভ্যন্তরীণ বৈদ্যুতিকরণ কাজ)।: [967, 876, 1498, 915]
- table-row: 31 Designation of official inviting tender Deputy Director (Film).: [16, 1854, 549, 1869]
- list-item: ১। প্রার্থীর নাম, পিতা ও মাতার নাম, বর্তমান ঠিকানা, স্থায়ী ঠিকানা, জাতীয়তা, বৈবাহিক অবস্থা, জন্ম তারিখ ও বয়স (৩০ এপ্রিল ২০১২খ্রিঃ তারিখে), শিক্ষাগত যোগ্যতা, অভিজ্ঞতা ইত্যাদি উল্লেখপূর্বক পূর্ণাঙ্গ জীবন বৃত্তান্তসহ আবেদনপত্র আগামী ৩০ এপ্রিল ২০১২খ্রিঃ তারিখের মধ্যে অফিস চলাকালীন সময়ে নিম্নস্বাক্ষরকারীর বরাবরে পৌছাতে হবে। বর্ণিত সময়ের পরে কোন আবেদনপত্র গ্রহণ করা হবে না।: [15, 352, 549, 417]
